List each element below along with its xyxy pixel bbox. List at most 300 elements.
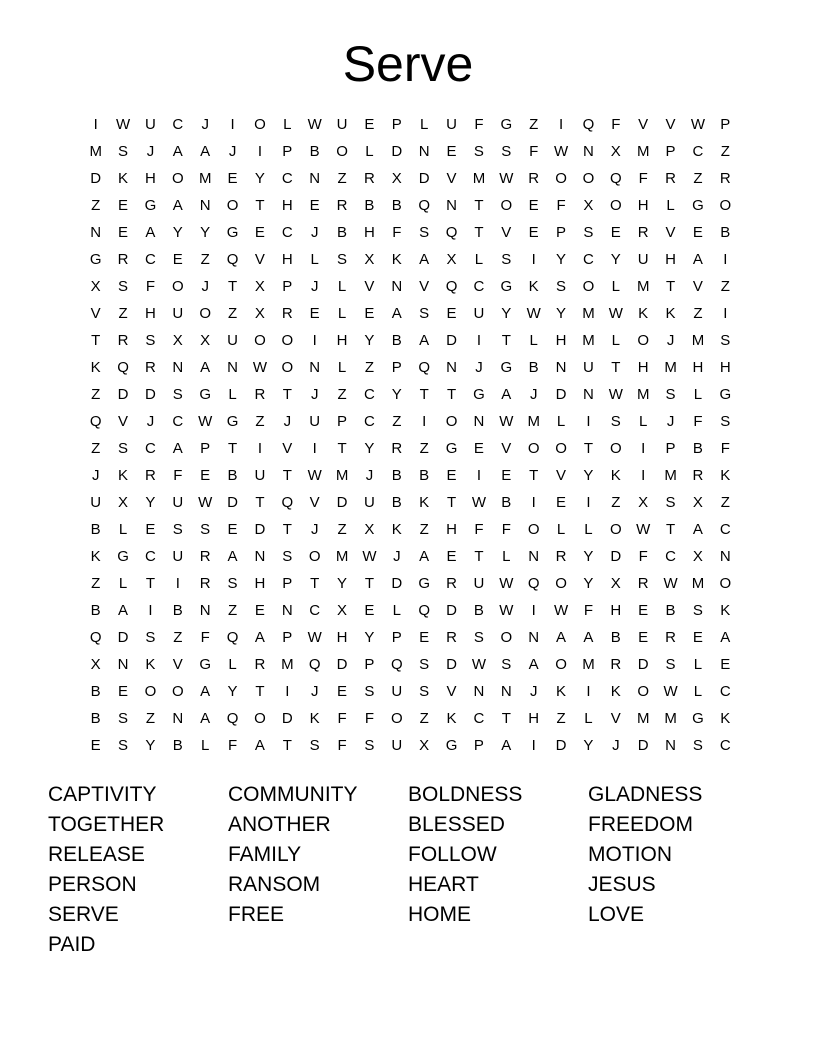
grid-letter: T [255,197,265,214]
grid-letter: S [665,656,676,673]
grid-letter: C [145,251,156,268]
grid-letter: C [719,737,731,754]
grid-letter: U [145,116,156,133]
word-list-item: HOME [408,903,471,926]
grid-letter: D [610,548,622,565]
grid-letter: P [556,224,567,241]
grid-letter: N [555,359,567,376]
grid-letter: Z [392,413,402,430]
grid-letter: L [474,251,484,268]
grid-letter: N [254,548,266,565]
grid-letter: E [692,224,703,241]
grid-letter: I [148,602,153,619]
grid-letter: T [282,737,292,754]
grid-letter: D [418,170,430,187]
word-list-item: BOLDNESS [408,783,523,806]
grid-letter: U [391,683,403,700]
grid-letter: S [364,737,375,754]
grid-letter: G [500,359,513,376]
grid-letter: P [282,575,293,592]
grid-letter: Y [610,251,621,268]
grid-letter: U [336,116,348,133]
grid-letter: T [91,332,101,349]
grid-letter: R [528,170,540,187]
grid-letter: H [336,629,348,646]
grid-letter: B [391,467,402,484]
grid-row [82,300,739,327]
page-title: Serve [342,36,474,92]
grid-letter: T [419,386,429,403]
grid-letter: U [309,413,321,430]
grid-letter: Z [255,413,265,430]
grid-letter: Q [418,197,431,214]
grid-letter: O [719,197,732,214]
grid-letter: W [471,656,487,673]
grid-letter: Q [609,170,622,187]
grid-letter: Q [418,359,431,376]
word-list-item: FAMILY [228,843,302,866]
grid-letter: I [230,116,235,133]
grid-letter: R [254,386,266,403]
grid-letter: F [529,143,539,160]
grid-letter: B [720,224,731,241]
grid-letter: E [172,251,183,268]
grid-letter: B [90,683,101,700]
grid-letter: E [610,224,621,241]
grid-letter: F [583,602,594,619]
grid-letter: Z [173,629,183,646]
grid-letter: F [173,467,183,484]
grid-letter: Z [91,197,101,214]
grid-letter: V [446,683,457,700]
grid-letter: P [364,656,375,673]
grid-letter: N [90,224,102,241]
grid-letter: J [529,683,538,700]
grid-letter: Y [364,332,375,349]
grid-letter: T [282,467,292,484]
grid-letter: S [665,386,676,403]
grid-letter: A [419,251,430,268]
grid-letter: H [637,359,649,376]
grid-letter: A [501,737,512,754]
grid-letter: D [555,737,567,754]
grid-letter: Q [390,656,403,673]
grid-letter: I [558,116,564,133]
grid-letter: I [641,440,646,457]
grid-letter: J [146,413,155,430]
grid-letter: O [527,521,540,538]
grid-letter: A [200,143,211,160]
grid-letter: V [309,494,320,511]
grid-letter: Q [226,710,239,727]
grid-letter: B [364,197,375,214]
grid-letter: A [692,521,703,538]
grid-letter: N [172,359,184,376]
grid-letter: M [89,143,102,160]
grid-letter: S [419,683,430,700]
grid-letter: O [254,332,266,349]
grid-letter: Y [145,494,156,511]
grid-letter: N [391,278,403,295]
word-list-item: BLESSED [408,813,505,836]
grid-letter: L [283,116,292,133]
grid-letter: L [693,683,703,700]
grid-letter: L [556,521,566,538]
grid-letter: Y [145,737,156,754]
grid-letter: L [201,737,210,754]
grid-letter: G [226,224,239,241]
grid-row [82,381,739,408]
grid-letter: Z [419,710,429,727]
word-list-item: FOLLOW [408,843,497,866]
grid-letter: F [693,413,703,430]
grid-letter: Z [91,440,101,457]
grid-letter: A [145,224,156,241]
grid-letter: Y [583,737,594,754]
grid-letter: E [227,521,238,538]
grid-letter: O [637,683,650,700]
grid-letter: C [473,278,485,295]
grid-letter: C [692,143,704,160]
grid-letter: Q [89,629,102,646]
grid-letter: D [391,575,403,592]
grid-letter: S [501,656,512,673]
grid-letter: R [446,575,457,592]
grid-letter: O [609,197,622,214]
grid-letter: R [117,251,129,268]
grid-letter: V [665,224,676,241]
grid-letter: U [227,332,238,349]
grid-letter: L [556,413,566,430]
grid-letter: S [692,602,703,619]
grid-letter: N [227,359,238,376]
grid-letter: B [419,467,430,484]
word-list-item: TOGETHER [48,813,165,836]
grid-letter: Q [89,413,102,430]
grid-letter: W [526,305,541,322]
grid-letter: L [228,656,237,673]
grid-letter: E [419,629,430,646]
grid-letter: S [610,413,621,430]
grid-letter: R [391,440,403,457]
grid-letter: S [665,494,676,511]
grid-letter: X [391,170,402,187]
word-list-item: FREEDOM [588,813,693,836]
grid-letter: L [365,143,374,160]
grid-row [82,462,739,489]
grid-letter: A [419,332,430,349]
grid-letter: J [310,224,319,241]
grid-letter: I [257,143,263,160]
grid-letter: M [582,305,595,322]
grid-letter: Y [391,386,402,403]
grid-letter: K [118,467,129,484]
grid-letter: O [281,332,294,349]
grid-letter: U [637,251,649,268]
grid-letter: O [171,170,184,187]
grid-letter: D [117,386,129,403]
grid-letter: B [528,359,539,376]
grid-letter: H [692,359,704,376]
grid-letter: U [473,575,485,592]
grid-letter: Q [527,575,540,592]
word-list-item: GLADNESS [588,783,703,806]
grid-letter: Y [254,170,265,187]
grid-letter: B [309,143,320,160]
grid-letter: O [555,656,567,673]
grid-letter: T [474,197,484,214]
grid-letter: T [529,467,539,484]
grid-row [82,570,739,597]
grid-letter: E [473,440,484,457]
grid-letter: P [665,143,676,160]
word-list-item: ANOTHER [228,813,331,836]
grid-letter: U [446,116,457,133]
grid-row [82,435,739,462]
grid-letter: A [118,602,129,619]
grid-letter: F [145,278,156,295]
grid-letter: E [556,494,567,511]
grid-letter: T [611,359,621,376]
grid-letter: T [501,332,511,349]
grid-letter: O [254,116,266,133]
word-list-item: RANSOM [228,873,321,896]
grid-letter: J [310,521,319,538]
grid-letter: G [144,197,157,214]
grid-letter: X [118,494,129,511]
grid-letter: R [281,305,293,322]
grid-letter: E [638,629,649,646]
grid-letter: T [227,440,238,457]
grid-letter: O [609,521,622,538]
grid-letter: A [200,683,211,700]
grid-letter: E [118,224,129,241]
grid-letter: S [501,251,512,268]
word-list-item: CAPTIVITY [48,783,157,806]
grid-letter: Z [720,494,730,511]
grid-letter: W [608,386,623,403]
grid-letter: N [446,359,457,376]
grid-letter: L [502,548,511,565]
grid-row [82,624,739,651]
grid-letter: J [201,278,209,295]
grid-letter: E [720,656,731,673]
grid-letter: R [610,656,622,673]
grid-letter: C [473,710,485,727]
grid-letter: G [199,386,212,403]
grid-letter: F [337,710,347,727]
grid-row [82,651,739,678]
grid-letter: V [501,440,512,457]
grid-letter: X [692,494,703,511]
grid-letter: I [531,737,536,754]
grid-letter: W [307,629,322,646]
grid-letter: R [199,548,211,565]
grid-letter: L [420,116,429,133]
grid-letter: A [391,305,402,322]
grid-letter: L [337,278,347,295]
grid-letter: I [586,494,591,511]
grid-row [82,246,739,273]
grid-letter: A [200,359,211,376]
grid-letter: L [392,602,401,619]
grid-letter: U [364,494,375,511]
grid-letter: M [636,278,650,295]
grid-letter: C [364,386,375,403]
grid-letter: E [446,548,457,565]
grid-letter: K [720,710,731,727]
grid-letter: R [665,170,676,187]
grid-letter: M [582,332,595,349]
grid-letter: C [145,548,156,565]
grid-letter: S [118,143,129,160]
grid-letter: I [93,116,98,133]
grid-letter: Z [337,386,347,403]
grid-letter: Z [556,710,566,727]
grid-letter: G [500,278,513,295]
grid-letter: Z [200,251,210,268]
grid-letter: R [336,197,348,214]
grid-letter: L [693,386,703,403]
grid-letter: T [474,224,484,241]
grid-letter: H [281,197,293,214]
grid-letter: X [337,602,348,619]
grid-letter: O [445,413,458,430]
word-list [48,780,768,960]
grid-letter: X [610,143,621,160]
grid-letter: N [281,602,293,619]
grid-letter: E [501,467,512,484]
grid-letter: Y [364,440,375,457]
grid-letter: C [665,548,676,565]
grid-letter: G [473,386,485,403]
grid-letter: F [200,629,210,646]
grid-letter: K [391,251,402,268]
grid-letter: X [90,278,101,295]
grid-letter: K [419,494,430,511]
grid-letter: E [227,170,238,187]
grid-letter: H [364,224,375,241]
grid-letter: F [364,710,375,727]
grid-row [82,489,739,516]
grid-letter: D [227,494,238,511]
grid-letter: W [499,602,514,619]
grid-letter: L [584,710,593,727]
grid-letter: I [531,602,536,619]
grid-letter: T [474,548,484,565]
grid-letter: V [692,278,703,295]
grid-letter: W [198,413,213,430]
grid-letter: L [666,197,675,214]
grid-letter: P [665,440,676,457]
grid-letter: R [665,629,676,646]
grid-letter: O [336,143,348,160]
grid-letter: Q [582,116,595,133]
grid-letter: H [719,359,731,376]
grid-letter: W [252,359,268,376]
grid-letter: D [145,386,156,403]
grid-letter: F [227,737,238,754]
grid-letter: V [501,224,512,241]
grid-letter: H [281,251,293,268]
grid-letter: R [199,575,211,592]
grid-letter: H [446,521,457,538]
grid-letter: S [473,143,484,160]
grid-letter: S [692,737,703,754]
grid-letter: Q [226,251,239,268]
grid-letter: E [337,683,348,700]
grid-letter: C [719,683,731,700]
grid-letter: M [582,656,595,673]
grid-letter: S [419,224,430,241]
grid-letter: J [91,467,100,484]
grid-letter: T [145,575,156,592]
grid-letter: J [283,413,292,430]
grid-letter: X [446,251,457,268]
grid-letter: S [337,251,348,268]
grid-letter: B [665,602,676,619]
grid-letter: W [663,575,678,592]
grid-letter: N [199,197,211,214]
grid-letter: M [664,710,677,727]
grid-letter: O [582,278,595,295]
grid-letter: W [499,170,514,187]
grid-row [82,408,739,435]
grid-letter: R [719,170,731,187]
grid-letter: F [501,521,511,538]
grid-letter: N [665,737,676,754]
grid-letter: C [281,170,293,187]
grid-letter: L [693,656,703,673]
grid-letter: E [254,224,265,241]
grid-letter: O [171,683,184,700]
grid-letter: U [473,305,485,322]
grid-letter: U [583,359,594,376]
grid-row [82,516,739,543]
grid-letter: G [199,656,212,673]
grid-letter: F [474,521,484,538]
grid-letter: K [446,710,457,727]
grid-letter: P [720,116,731,133]
grid-letter: T [446,494,457,511]
grid-letter: V [254,251,265,268]
grid-letter: L [611,278,620,295]
grid-letter: D [90,170,102,187]
grid-letter: E [692,629,703,646]
grid-letter: E [364,602,375,619]
grid-letter: M [636,143,650,160]
grid-letter: A [556,629,567,646]
grid-letter: X [254,278,265,295]
grid-letter: K [118,170,129,187]
grid-row [82,354,739,381]
grid-letter: R [637,224,649,241]
grid-letter: N [172,710,184,727]
grid-letter: P [282,143,293,160]
grid-letter: C [172,413,184,430]
grid-letter: I [476,467,482,484]
grid-letter: J [529,386,538,403]
grid-letter: V [90,305,101,322]
grid-letter: L [310,251,319,268]
grid-letter: Z [693,305,703,322]
grid-letter: F [474,116,484,133]
word-list-item: LOVE [588,903,645,926]
grid-letter: M [281,656,294,673]
grid-letter: J [228,143,237,160]
grid-letter: O [555,170,567,187]
grid-letter: N [117,656,129,673]
